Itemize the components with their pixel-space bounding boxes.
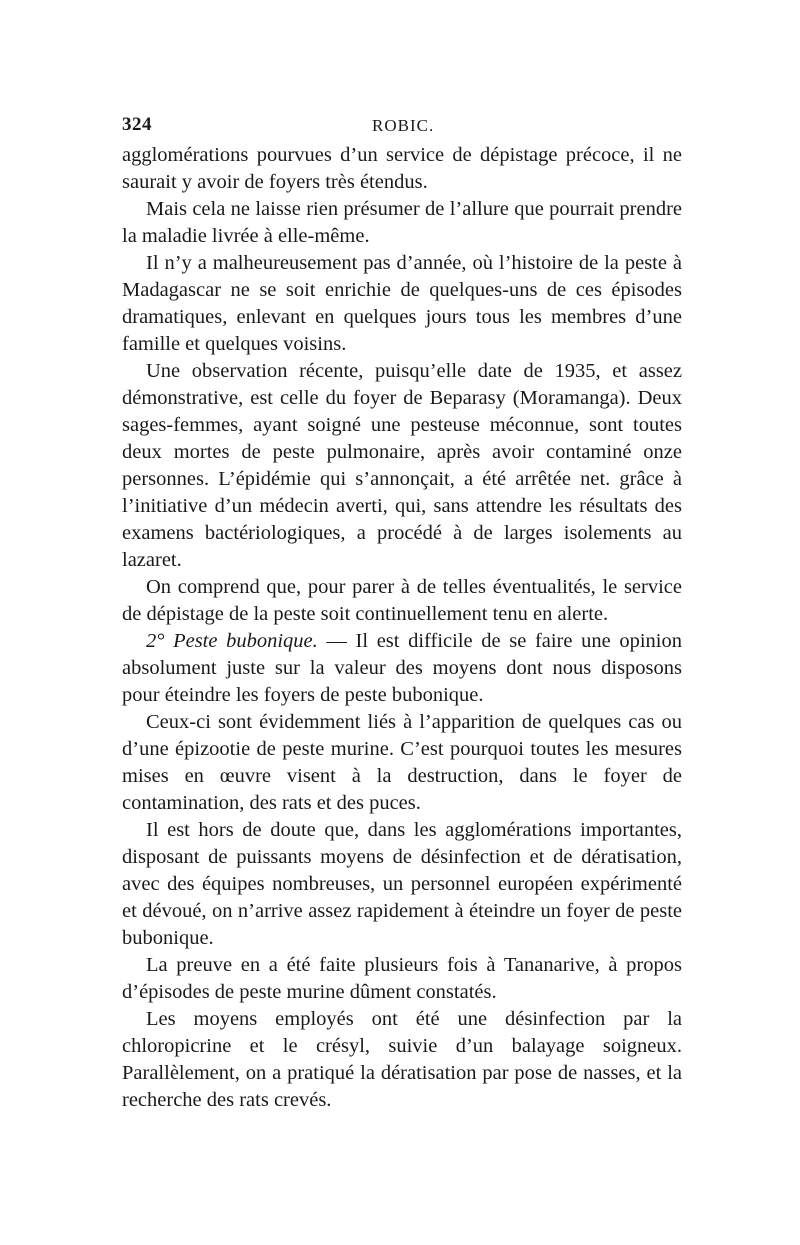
- paragraph-6: [122, 628, 682, 709]
- paragraph-7: Ceux-ci sont évidemment liés à l’apparition de quelques cas ou d’une épizootie de peste murine. C’est pourquoi toutes les mesures mises en œuvre visent à la destruction, dans le foyer de contamination, des rats et des puces.: [122, 711, 682, 814]
- paragraph-3: Il n’y a malheureusement pas d’année, où l’histoire de la peste à Madagascar ne se soit enrichie de quelques-uns de ces épisodes dramatiques, enlevant en quelques jours tous les membres d’une famille et quelques voisins.: [122, 252, 682, 355]
- paragraph-8: Il est hors de doute que, dans les agglomérations importantes, disposant de puissants moyens de désinfection et de dératisation, avec des équipes nombreuses, un personnel européen expérimenté et dévoué, on n’arrive assez rapidement à éteindre un foyer de peste bubonique.: [122, 819, 682, 949]
- page-number: 324: [122, 114, 152, 135]
- paragraph-9: La preuve en a été faite plusieurs fois à Tananarive, à propos d’épisodes de peste murine dûment constatés.: [122, 954, 682, 1003]
- paragraph-6-text: — Il est difficile de se faire une opinion absolument juste sur la valeur des moyens dont nous disposons pour éteindre les foyers de peste bubonique.: [122, 630, 682, 706]
- paragraph-1: agglomérations pourvues d’un service de dépistage précoce, il ne saurait y avoir de foyers très étendus.: [122, 144, 682, 193]
- section-heading: 2° Peste bubonique.: [146, 630, 318, 652]
- paragraph-10: Les moyens employés ont été une désinfection par la chloropicrine et le crésyl, suivie d’un balayage soigneux. Parallèlement, on a pratiqué la dératisation par pose de nasses, et la recherche des rats crevés.: [122, 1008, 682, 1111]
- page-header: [122, 108, 682, 142]
- paragraph-2: Mais cela ne laisse rien présumer de l’allure que pourrait prendre la maladie livrée à elle-même.: [122, 198, 682, 247]
- book-page: [122, 108, 682, 1114]
- body-text: [122, 142, 682, 1114]
- running-title: ROBIC.: [372, 116, 435, 135]
- paragraph-4: Une observation récente, puisqu’elle date de 1935, et assez démonstrative, est celle du foyer de Beparasy (Moramanga). Deux sages-femmes, ayant soigné une pesteuse méconnue, sont toutes deux mortes de peste pulmonaire, après avoir contaminé onze personnes. L’épidémie qui s’annonçait, a été arrêtée net. grâce à l’initiative d’un médecin averti, qui, sans attendre les résultats des examens bactériologiques, a procédé à de larges isolements au lazaret.: [122, 360, 682, 571]
- paragraph-5: On comprend que, pour parer à de telles éventualités, le service de dépistage de la peste soit continuellement tenu en alerte.: [122, 576, 682, 625]
